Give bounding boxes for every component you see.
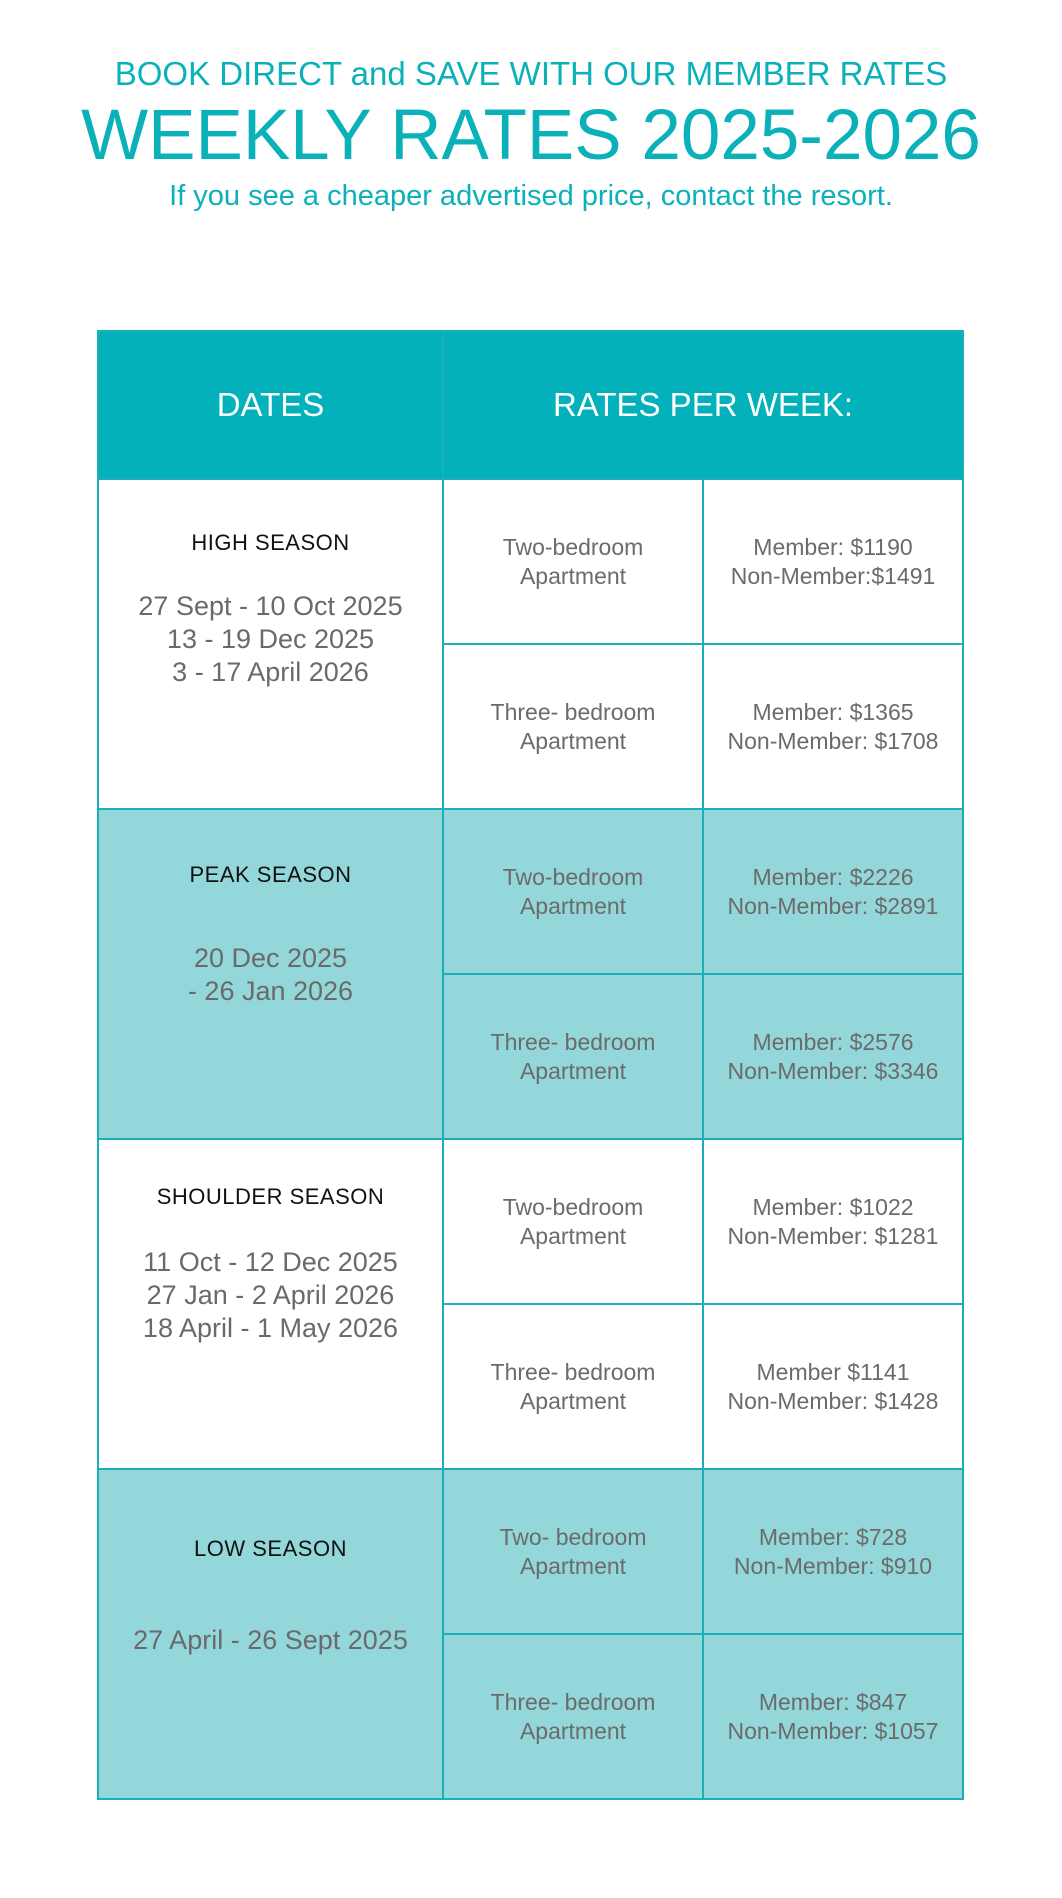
season-name: SHOULDER SEASON (156, 1184, 385, 1209)
table-header-row (98, 331, 963, 479)
non-member-rate: Non-Member: $2891 (727, 892, 939, 919)
member-rate: Member: $847 (758, 1688, 908, 1715)
non-member-rate: Non-Member: $910 (733, 1552, 933, 1579)
non-member-rate: Non-Member: $1428 (727, 1387, 939, 1414)
member-rate: Member: $1022 (752, 1193, 914, 1220)
date-range: 13 - 19 Dec 2025 (166, 624, 375, 654)
season-cell-peak (98, 809, 443, 1139)
rates-table (97, 330, 964, 1800)
season-dates (99, 590, 442, 689)
apartment-type: Apartment (519, 1387, 627, 1414)
apartment-type: Apartment (519, 562, 627, 589)
apartment-type-cell (443, 1139, 703, 1304)
season-name: HIGH SEASON (191, 530, 350, 555)
apartment-type: Two- bedroom (499, 1523, 647, 1550)
non-member-rate: Non-Member: $3346 (727, 1057, 939, 1084)
member-rate: Member: $728 (758, 1523, 908, 1550)
season-name: LOW SEASON (194, 1536, 347, 1561)
date-range: 18 April - 1 May 2026 (142, 1313, 399, 1343)
non-member-rate: Non-Member: $1281 (727, 1222, 939, 1249)
rate-cell (703, 1469, 963, 1634)
apartment-type-cell (443, 479, 703, 644)
apartment-type: Apartment (519, 1222, 627, 1249)
rate-cell (703, 644, 963, 809)
rate-cell (703, 974, 963, 1139)
page-title: WEEKLY RATES 2025-2026 (81, 96, 981, 175)
rates-header: RATES PER WEEK: (443, 331, 963, 479)
date-range: 11 Oct - 12 Dec 2025 (143, 1247, 398, 1277)
apartment-type: Apartment (519, 1057, 627, 1084)
season-cell-low (98, 1469, 443, 1799)
non-member-rate: Non-Member: $1057 (727, 1717, 939, 1744)
tagline: BOOK DIRECT and SAVE WITH OUR MEMBER RATES (114, 55, 948, 92)
member-rate: Member $1141 (756, 1358, 910, 1385)
non-member-rate: Non-Member:$1491 (730, 562, 936, 589)
apartment-type: Apartment (519, 1552, 627, 1579)
season-dates (99, 1624, 442, 1657)
apartment-type-cell (443, 1304, 703, 1469)
apartment-type-cell (443, 1469, 703, 1634)
apartment-type: Two-bedroom (502, 863, 644, 890)
apartment-type: Three- bedroom (490, 1028, 656, 1055)
date-range: - 26 Jan 2026 (187, 976, 354, 1006)
apartment-type-cell (443, 644, 703, 809)
rate-cell (703, 479, 963, 644)
season-dates (99, 942, 442, 1008)
date-range: 20 Dec 2025 (193, 943, 348, 973)
member-rate: Member: $1365 (752, 698, 914, 725)
apartment-type: Three- bedroom (490, 1358, 656, 1385)
apartment-type-cell (443, 1634, 703, 1799)
subtitle: If you see a cheaper advertised price, contact the resort. (169, 180, 893, 212)
season-cell-high (98, 479, 443, 809)
table-row (98, 809, 963, 974)
apartment-type-cell (443, 809, 703, 974)
season-dates (99, 1246, 442, 1345)
date-range: 27 Sept - 10 Oct 2025 (138, 591, 403, 621)
table-row (98, 1469, 963, 1634)
apartment-type: Apartment (519, 1717, 627, 1744)
date-range: 3 - 17 April 2026 (172, 657, 369, 687)
apartment-type: Two-bedroom (502, 533, 644, 560)
apartment-type: Apartment (519, 892, 627, 919)
rate-cell (703, 1304, 963, 1469)
rate-cell (703, 809, 963, 974)
apartment-type: Three- bedroom (490, 1688, 656, 1715)
season-name: PEAK SEASON (189, 862, 352, 887)
rate-cell (703, 1139, 963, 1304)
table-row (98, 479, 963, 644)
member-rate: Member: $1190 (753, 533, 913, 560)
member-rate: Member: $2576 (752, 1028, 914, 1055)
apartment-type: Two-bedroom (502, 1193, 644, 1220)
table-row (98, 1139, 963, 1304)
apartment-type-cell (443, 974, 703, 1139)
date-range: 27 April - 26 Sept 2025 (133, 1625, 408, 1655)
apartment-type: Apartment (519, 727, 627, 754)
season-cell-shoulder (98, 1139, 443, 1469)
dates-header: DATES (98, 331, 443, 479)
member-rate: Member: $2226 (752, 863, 914, 890)
non-member-rate: Non-Member: $1708 (727, 727, 939, 754)
date-range: 27 Jan - 2 April 2026 (146, 1280, 395, 1310)
apartment-type: Three- bedroom (490, 698, 656, 725)
rate-cell (703, 1634, 963, 1799)
